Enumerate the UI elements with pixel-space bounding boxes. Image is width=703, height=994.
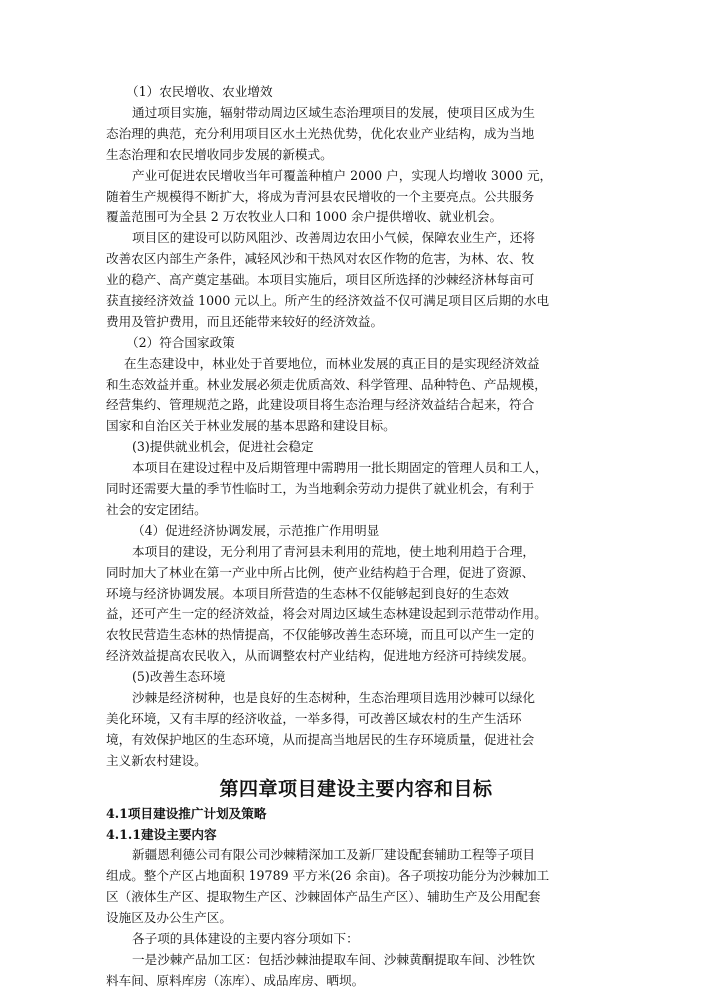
paragraph-line: 随着生产规模得不断扩大，将成为青河县农民增收的一个主要亮点。公共服务 [106, 189, 535, 204]
paragraph-line: 覆盖范围可为全县 2 万农牧业人口和 1000 余户提供增收、就业机会。 [106, 209, 503, 224]
paragraph-line: 各子项的具体建设的主要内容分项如下： [132, 931, 359, 946]
paragraph-line: 业的稳产、高产奠定基础。本项目实施后，项目区所选择的沙棘经济林每亩可 [106, 272, 535, 287]
paragraph-line: 组成。整个产区占地面积 19789 平方米(26 余亩)。各子项按功能分为沙棘加工 [106, 868, 550, 883]
paragraph-line: 益，还可产生一定的经济效益，将会对周边区域生态林建设起到示范带动作用。 [106, 606, 547, 621]
paragraph-line: 本项目在建设过程中及后期管理中需聘用一批长期固定的管理人员和工人， [132, 460, 548, 475]
paragraph-line: 新疆恩利德公司有限公司沙棘精深加工及新厂建设配套辅助工程等子项目 [132, 847, 535, 862]
paragraph-line: 社会的安定团结。 [106, 502, 207, 517]
paragraph-line: 同时还需要大量的季节性临时工，为当地剩余劳动力提供了就业机会，有利于 [106, 481, 535, 496]
paragraph-line: 获直接经济效益 1000 元以上。所产生的经济效益不仅可满足项目区后期的水电 [106, 293, 550, 308]
paragraph-line: 经营集约、管理规范之路，此建设项目将生态治理与经济效益结合起来，符合 [106, 397, 535, 412]
heading-4-1: 4.1项目建设推广计划及策略 [106, 806, 267, 821]
paragraph-line: 生态治理和农民增收同步发展的新模式。 [106, 147, 333, 162]
paragraph-line: 通过项目实施，辐射带动周边区域生态治理项目的发展，使项目区成为生 [132, 105, 535, 120]
paragraph-line: 态治理的典范，充分利用项目区水土光热优势，优化农业产业结构，成为当地 [106, 126, 535, 141]
subheading-economic-coordination: （4）促进经济协调发展，示范推广作用明显 [132, 523, 380, 538]
paragraph-line: 产业可促进农民增收当年可覆盖种植户 2000 户，实现人均增收 3000 元， [132, 168, 553, 183]
paragraph-line: 农牧民营造生态林的热情提高，不仅能够改善生态环境，而且可以产生一定的 [106, 627, 535, 642]
chapter-title: 第四章项目建设主要内容和目标 [219, 778, 493, 800]
paragraph-line: 和生态效益并重。林业发展必须走优质高效、科学管理、品种特色、产品规模， [106, 377, 547, 392]
subheading-farmer-income: （1）农民增收、农业增效 [126, 84, 273, 99]
paragraph-line: 同时加大了林业在第一产业中所占比例，使产业结构趋于合理，促进了资源、 [106, 565, 535, 580]
subheading-employment: (3)提供就业机会，促进社会稳定 [132, 439, 314, 454]
paragraph-line: 美化环境，又有丰厚的经济收益，一举多得，可改善区域农村的生产生活环 [106, 711, 522, 726]
subheading-ecology: (5)改善生态环境 [132, 669, 226, 684]
paragraph-line: 项目区的建设可以防风阻沙、改善周边农田小气候，保障农业生产，还将 [132, 230, 535, 245]
paragraph-line: 主义新农村建设。 [106, 753, 207, 768]
paragraph-line: 沙棘是经济树种，也是良好的生态树种，生态治理项目选用沙棘可以绿化 [132, 690, 535, 705]
subheading-national-policy: （2）符合国家政策 [126, 335, 235, 350]
paragraph-line: 费用及管护费用，而且还能带来较好的经济效益。 [106, 314, 384, 329]
paragraph-line: 国家和自治区关于林业发展的基本思路和建设目标。 [106, 418, 396, 433]
paragraph-line: 区（液体生产区、提取物生产区、沙棘固体产品生产区）、辅助生产及公用配套 [106, 889, 541, 904]
paragraph-line: 境，有效保护地区的生态环境，从而提高当地居民的生存环境质量，促进社会 [106, 732, 535, 747]
paragraph-line: 在生态建设中，林业处于首要地位，而林业发展的真正目的是实现经济效益 [124, 356, 540, 371]
paragraph-line: 环境与经济协调发展。本项目所营造的生态林不仅能够起到良好的生态效 [106, 586, 509, 601]
paragraph-line: 改善农区内部生产条件，减轻风沙和干热风对农区作物的危害，为林、农、牧 [106, 251, 535, 266]
paragraph-line: 料车间、原料库房（冻库）、成品库房、晒坝。 [106, 973, 365, 988]
heading-4-1-1: 4.1.1建设主要内容 [106, 827, 217, 842]
paragraph-line: 设施区及办公生产区。 [106, 910, 232, 925]
paragraph-line: 经济效益提高农民收入，从而调整农村产业结构，促进地方经济可持续发展。 [106, 648, 535, 663]
paragraph-line: 本项目的建设，无分利用了青河县未利用的荒地，使土地利用趋于合理， [132, 544, 535, 559]
paragraph-line: 一是沙棘产品加工区：包括沙棘油提取车间、沙棘黄酮提取车间、沙牲饮 [132, 952, 535, 967]
